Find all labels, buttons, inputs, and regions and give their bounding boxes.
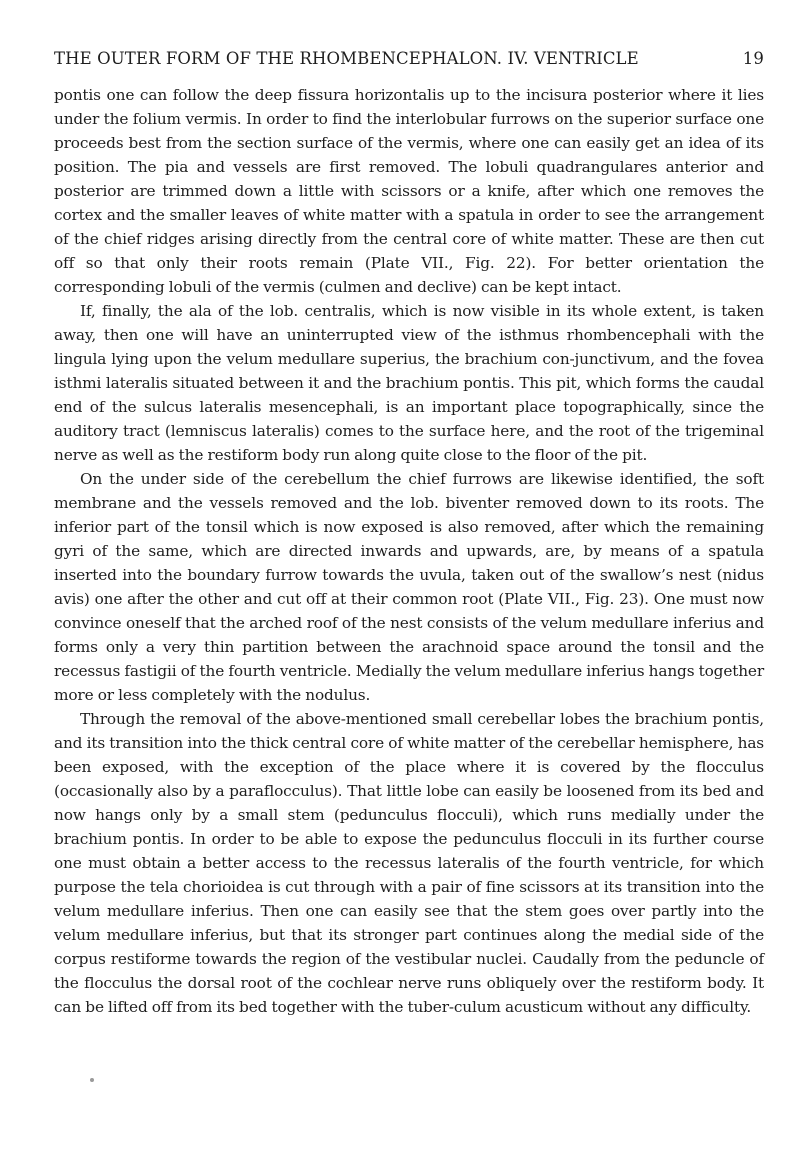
paragraph-3: On the under side of the cerebellum the chief furrows are likewise identified, the soft membrane and the vessels removed and the lob. biventer removed down to its roots. The inferior part of the tonsil which is now exposed is also removed, after which the remaining gyri of the same, which are directed inwards and upwards, are, by means of a spatula inserted into the boundary furrow towards the uvula, taken out of the swallow’s nest (nidus avis) one after the other and cut off at their common root (Plate VII., Fig. 23). One must now convince oneself that the arched roof of the nest consists of the velum medullare inferius and forms only a very thin partition between the arachnoid space around the tonsil and the recessus fastigii of the fourth ventricle. Medially the velum medullare inferius hangs together more or less completely with the nodulus. [54, 470, 764, 704]
print-speck [90, 1078, 94, 1082]
paragraph-4: Through the removal of the above-mentioned small cerebellar lobes the brachium pontis, and its transition into the thick central core of white matter of the cerebellar hemisphere, has been exposed, with the exception of the place where it is covered by the flocculus (occasionally also by a paraflocculus). That little lobe can easily be loosened from its bed and now hangs only by a small stem (pedunculus flocculi), which runs medially under the brachium pontis. In order to be able to expose the pedunculus flocculi in its further course one must obtain a better access to the recessus lateralis of the fourth ventricle, for which purpose the tela chorioidea is cut through with a pair of fine scissors at its transition into the velum medullare inferius. Then one can easily see that the stem goes over partly into the velum medullare inferius, but that its stronger part continues along the medial side of the corpus restiforme towards the region of the vestibular nuclei. Caudally from the peduncle of the flocculus the dorsal root of the cochlear nerve runs obliquely over the restiform body. It can be lifted off from its bed together with the tuber-culum acusticum without any difficulty. [54, 710, 764, 1016]
paragraph-1: pontis one can follow the deep fissura horizontalis up to the incisura posterior where it lies under the folium vermis. In order to find the interlobular furrows on the superior surface one proceeds best from the section surface of the vermis, where one can easily get an idea of its position. The pia and vessels are first removed. The lobuli quadrangulares anterior and posterior are trimmed down a little with scissors or a knife, after which one removes the cortex and the smaller leaves of white matter with a spatula in order to see the arrangement of the chief ridges arising directly from the central core of white matter. These are then cut off so that only their roots remain (Plate VII., Fig. 22). For better orientation the corresponding lobuli of the vermis (culmen and declive) can be kept intact. [54, 86, 764, 296]
body-text [54, 83, 764, 1019]
paragraph-2: If, finally, the ala of the lob. centralis, which is now visible in its whole extent, is taken away, then one will have an uninterrupted view of the isthmus rhombencephali with the lingula lying upon the velum medullare superius, the brachium con-junctivum, and the fovea isthmi lateralis situated between it and the brachium pontis. This pit, which forms the caudal end of the sulcus lateralis mesencephali, is an important place topographically, since the auditory tract (lemniscus lateralis) comes to the surface here, and the root of the trigeminal nerve as well as the restiform body run along quite close to the floor of the pit. [54, 302, 764, 464]
running-head [54, 49, 764, 68]
page-number: 19 [742, 49, 764, 68]
chapter-title: THE OUTER FORM OF THE RHOMBENCEPHALON. IV. VENTRICLE [54, 49, 639, 68]
